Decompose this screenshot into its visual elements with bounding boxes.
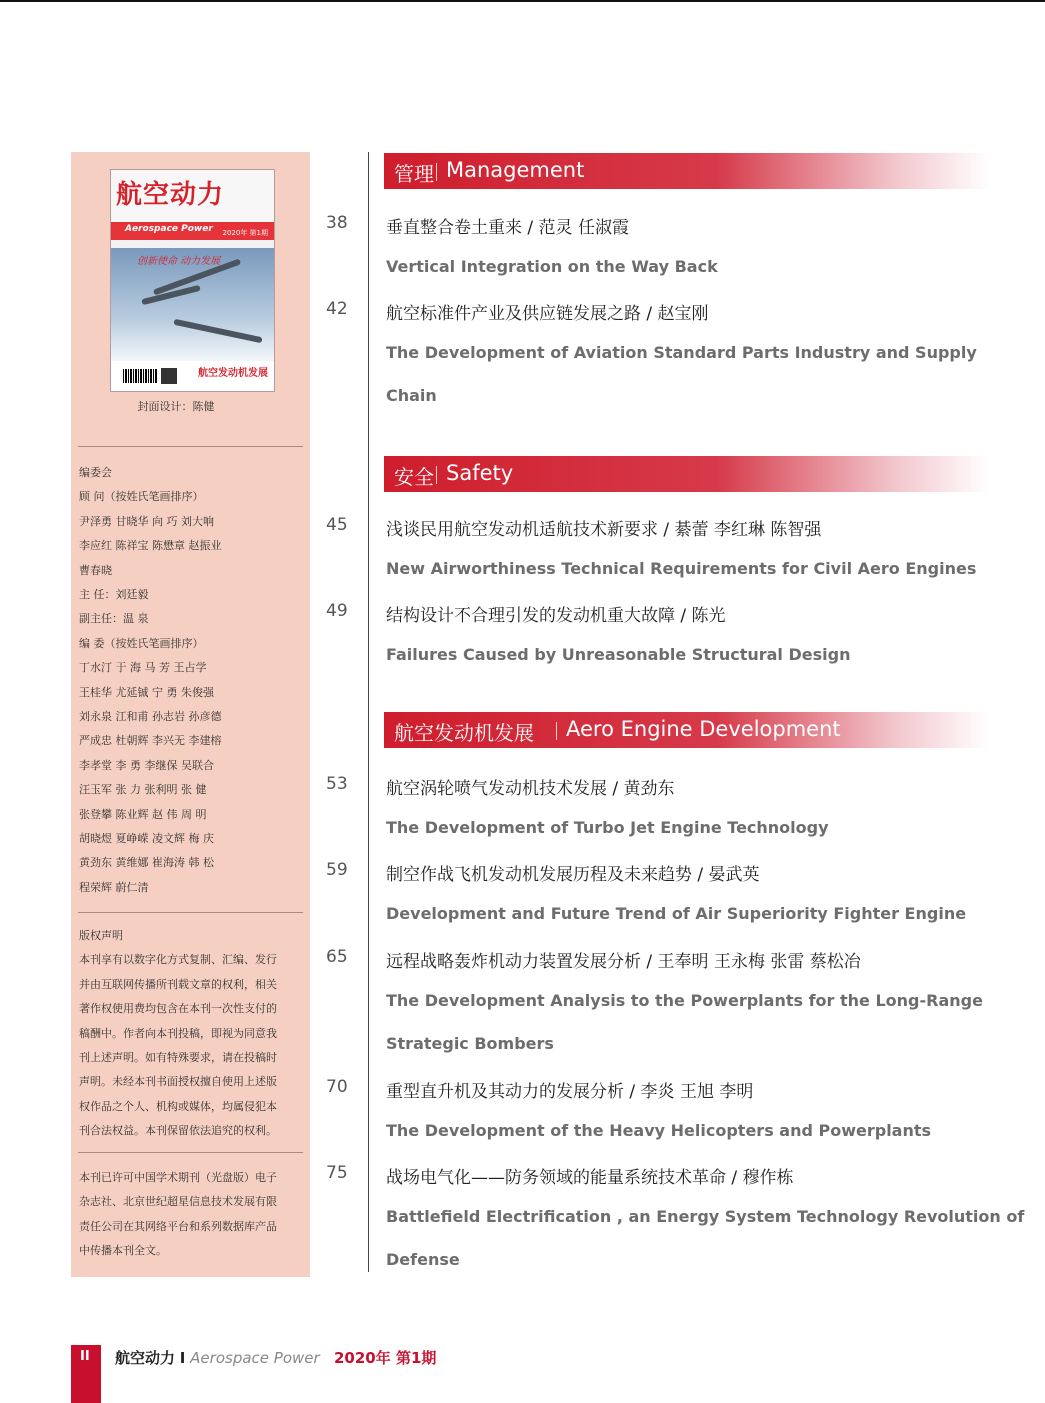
article-title-en: The Development Analysis to the Powerplants for the Long-Range <box>386 991 983 1010</box>
article-title-en: Strategic Bombers <box>386 1034 554 1053</box>
section-header-safety <box>384 456 990 492</box>
article-title-en: Vertical Integration on the Way Back <box>386 257 718 276</box>
article-title-zh: 制空作战飞机发动机发展历程及未来趋势 / 晏武英 <box>386 865 760 885</box>
article-title-en: The Development of Aviation Standard Parts Industry and Supply <box>386 343 977 362</box>
masthead-line: 汪玉军 张 力 张利明 张 健 <box>79 783 207 797</box>
masthead-line: 曹春晓 <box>79 563 112 577</box>
aircraft-graphic <box>173 319 262 344</box>
copyright-line: 刊上述声明。如有特殊要求，请在投稿时 <box>79 1051 277 1064</box>
masthead-line: 李应红 陈祥宝 陈懋章 赵振业 <box>79 539 222 553</box>
article-title-zh: 重型直升机及其动力的发展分析 / 李炎 王旭 李明 <box>386 1082 754 1102</box>
article-title-en: The Development of the Heavy Helicopters and Powerplants <box>386 1121 932 1140</box>
footer-issue: 2020年 第1期 <box>333 1349 437 1367</box>
footer-journal-zh: 航空动力 <box>115 1349 176 1367</box>
masthead-line: 刘永泉 江和甫 孙志岩 孙彦德 <box>79 710 222 723</box>
section-title-zh: 航空发动机发展 <box>394 721 534 745</box>
masthead-line: 程荣辉 蔚仁清 <box>79 880 149 894</box>
section-title-en: Aero Engine Development <box>566 717 841 741</box>
masthead-line: 严成忠 杜朝辉 李兴无 李建榕 <box>79 734 222 748</box>
section-header-management <box>384 153 990 189</box>
footer-separator: I <box>179 1349 186 1367</box>
masthead-line: 张登攀 陈业辉 赵 伟 周 明 <box>79 807 207 821</box>
masthead-line: 胡晓煜 夏峥嵘 凌文辉 梅 庆 <box>79 832 214 845</box>
license-line: 责任公司在其网络平台和系列数据库产品 <box>79 1219 277 1233</box>
cover-date: 2020年 第1期 <box>222 229 268 237</box>
article-page-number: 65 <box>326 947 348 967</box>
article-title-zh: 垂直整合卷土重来 / 范灵 任淑霞 <box>386 218 629 238</box>
masthead-line: 尹泽勇 甘晓华 向 巧 刘大响 <box>79 514 214 528</box>
footer-journal <box>115 1347 436 1368</box>
cover-slogan: 创新使命 动力发展 <box>137 256 221 267</box>
copyright-line: 声明。未经本刊书面授权擅自使用上述版 <box>79 1075 277 1089</box>
section-divider <box>436 466 437 484</box>
copyright-line: 刊合法权益。本刊保留依法追究的权利。 <box>79 1124 277 1138</box>
footer-page-number: II <box>80 1349 90 1364</box>
section-title-zh: 管理 <box>394 162 434 186</box>
article-title-zh: 结构设计不合理引发的发动机重大故障 / 陈光 <box>386 606 726 626</box>
section-title-en: Safety <box>446 461 514 485</box>
license-line: 中传播本刊全文。 <box>79 1244 167 1258</box>
article-title-zh: 战场电气化——防务领域的能量系统技术革命 / 穆作栋 <box>386 1168 794 1188</box>
masthead-line: 副主任：温 泉 <box>79 612 149 626</box>
divider <box>78 446 303 447</box>
section-header-aero-engine <box>384 712 990 748</box>
side-panel <box>71 152 310 1277</box>
copyright-line: 著作权使用费均包含在本刊一次性支付的 <box>79 1002 277 1016</box>
article-page-number: 53 <box>326 774 348 794</box>
article-title-zh: 航空标准件产业及供应链发展之路 / 赵宝刚 <box>386 304 709 324</box>
cover-image <box>110 169 275 392</box>
copyright-line: 稿酬中。作者向本刊投稿，即视为同意我 <box>79 1026 277 1040</box>
section-divider <box>436 163 437 181</box>
article-page-number: 49 <box>326 601 348 621</box>
copyright-line: 权作品之个人、机构或媒体，均属侵犯本 <box>79 1099 277 1113</box>
column-separator <box>368 152 369 1272</box>
masthead-line: 黄劲东 黄维娜 崔海涛 韩 松 <box>79 856 214 870</box>
article-page-number: 45 <box>326 515 348 535</box>
article-title-en: Battlefield Electrification , an Energy System Technology Revolution of <box>386 1207 1025 1226</box>
article-title-en: Development and Future Trend of Air Superiority Fighter Engine <box>386 904 967 923</box>
divider <box>78 912 303 913</box>
section-divider <box>556 722 557 740</box>
article-page-number: 38 <box>326 213 348 233</box>
masthead-line: 编 委（按姓氏笔画排序） <box>79 636 204 650</box>
license-line: 本刊已许可中国学术期刊（光盘版）电子 <box>79 1171 277 1184</box>
copyright-line: 本刊享有以数字化方式复制、汇编、发行 <box>79 953 277 967</box>
top-rule <box>0 0 1045 2</box>
cover-footer-title: 航空发动机发展 <box>198 368 268 379</box>
masthead-line: 王桂华 尤延铖 宁 勇 朱俊强 <box>79 685 214 699</box>
section-title-zh: 安全 <box>394 465 434 489</box>
license-line: 杂志社、北京世纪超星信息技术发展有限 <box>79 1195 277 1209</box>
copyright-line: 版权声明 <box>79 929 123 942</box>
section-title-en: Management <box>446 158 585 182</box>
barcode <box>123 369 157 383</box>
article-page-number: 70 <box>326 1077 348 1097</box>
article-page-number: 59 <box>326 860 348 880</box>
cover-subtitle: Aerospace Power <box>125 224 213 234</box>
article-page-number: 75 <box>326 1163 348 1183</box>
masthead-line: 编委会 <box>79 466 112 479</box>
qr-code <box>161 368 177 384</box>
masthead-line: 丁水汀 于 海 马 芳 王占学 <box>79 661 207 675</box>
article-title-zh: 远程战略轰炸机动力装置发展分析 / 王奉明 王永梅 张雷 蔡松冶 <box>386 952 861 972</box>
article-title-en: Failures Caused by Unreasonable Structural Design <box>386 645 851 664</box>
article-page-number: 42 <box>326 299 348 319</box>
article-title-zh: 浅谈民用航空发动机适航技术新要求 / 綦蕾 李红琳 陈智强 <box>386 520 822 540</box>
cover-caption: 封面设计：陈健 <box>137 400 215 413</box>
article-title-en: Defense <box>386 1250 460 1269</box>
article-title-en: New Airworthiness Technical Requirements for Civil Aero Engines <box>386 559 977 578</box>
masthead-line: 李孝堂 李 勇 李继保 吴联合 <box>79 758 214 772</box>
footer-journal-en: Aerospace Power <box>190 1349 320 1367</box>
cover-title: 航空动力 <box>116 180 225 210</box>
masthead-line: 顾 问（按姓氏笔画排序） <box>79 490 204 504</box>
masthead-line: 主 任：刘廷毅 <box>79 588 149 601</box>
divider <box>78 1152 303 1153</box>
article-title-en: The Development of Turbo Jet Engine Technology <box>386 818 829 837</box>
article-title-en: Chain <box>386 386 437 405</box>
article-title-zh: 航空涡轮喷气发动机技术发展 / 黄劲东 <box>386 779 675 799</box>
copyright-line: 并由互联网传播所刊载文章的权利，相关 <box>79 977 277 991</box>
